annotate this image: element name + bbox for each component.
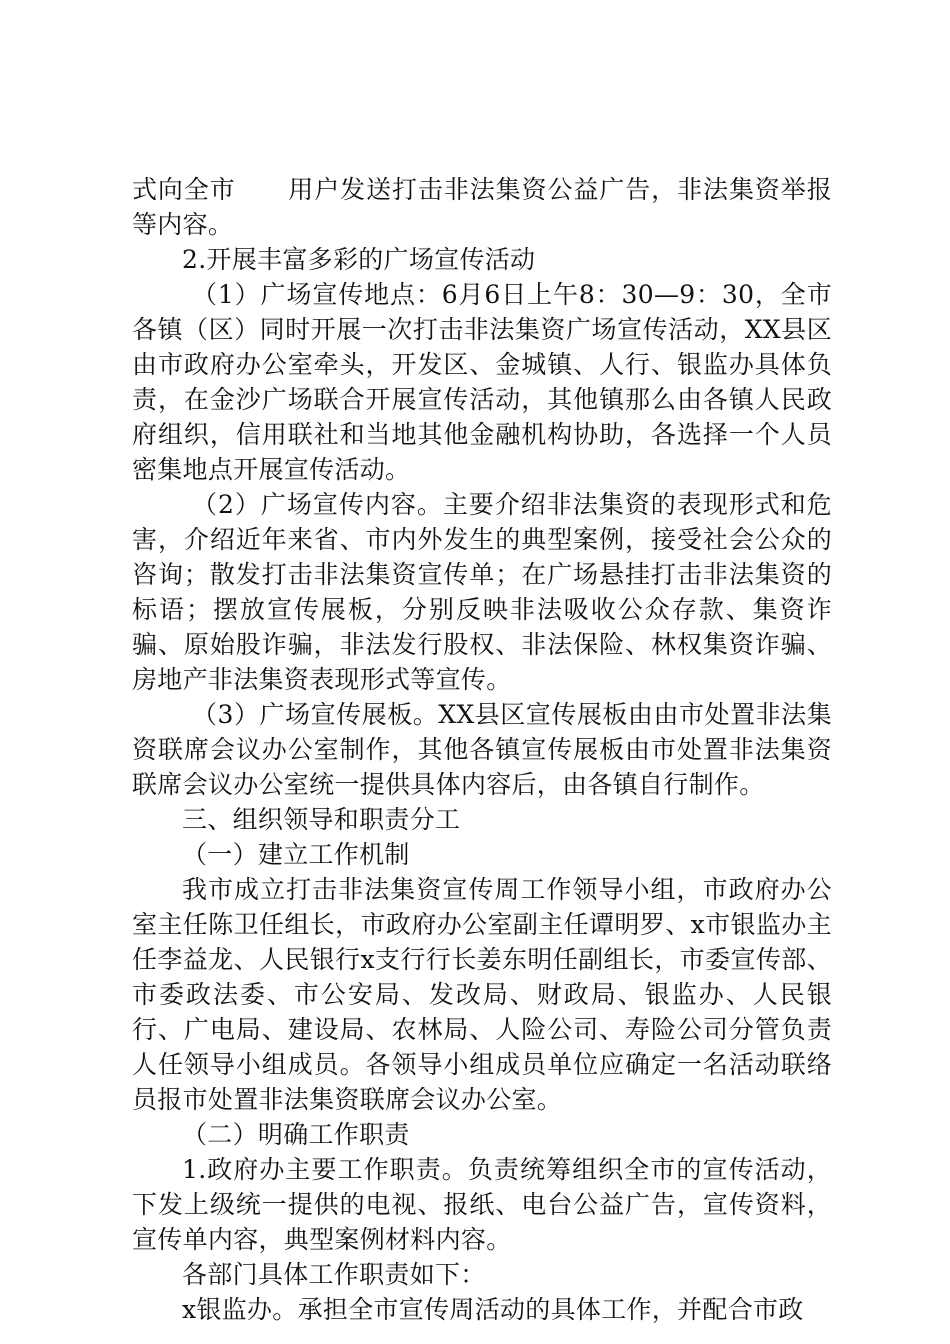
section-subheading: 2.开展丰富多彩的广场宣传活动 [182, 245, 536, 274]
paragraph-continued [132, 172, 832, 242]
section-subheading: （一）建立工作机制 [182, 840, 410, 869]
paragraph: 各部门具体工作职责如下： [182, 1260, 486, 1289]
document-body [132, 172, 832, 1327]
paragraph: （1）广场宣传地点：6月6日上午8：30—9：30，全市各镇（区）同时开展一次打击非法集资广场宣传活动，XX县区由市政府办公室牵头，开发区、金城镇、人行、银监办具体负责，在金沙广场联合开展宣传活动，其他镇那么由各镇人民政府组织，信用联社和当地其他金融机构协助，各选择一个人员密集地点开展宣传活动。 [132, 280, 832, 484]
paragraph: 1.政府办主要工作职责。负责统筹组织全市的宣传活动，下发上级统一提供的电视、报纸、电台公益广告，宣传资料，宣传单内容，典型案例材料内容。 [132, 1155, 832, 1254]
paragraph: 我市成立打击非法集资宣传周工作领导小组，市政府办公室主任陈卫任组长，市政府办公室副主任谭明罗、x市银监办主任李益龙、人民银行x支行行长姜东明任副组长，市委宣传部、市委政法委、市公安局、发改局、财政局、银监办、人民银行、广电局、建设局、农林局、人险公司、寿险公司分管负责人任领导小组成员。各领导小组成员单位应确定一名活动联络员报市处置非法集资联席会议办公室。 [132, 875, 832, 1114]
paragraph: （2）广场宣传内容。主要介绍非法集资的表现形式和危害，介绍近年来省、市内外发生的典型案例，接受社会公众的咨询；散发打击非法集资宣传单；在广场悬挂打击非法集资的标语；摆放宣传展板，分别反映非法吸收公众存款、集资诈骗、原始股诈骗，非法发行股权、非法保险、林权集资诈骗、房地产非法集资表现形式等宣传。 [132, 490, 832, 694]
paragraph-fragment: 式向全市 [132, 175, 236, 204]
paragraph: x银监办。承担全市宣传周活动的具体工作，并配合市政 [182, 1295, 804, 1324]
section-heading: 三、组织领导和职责分工 [182, 805, 461, 834]
paragraph: （3）广场宣传展板。XX县区宣传展板由由市处置非法集资联席会议办公室制作，其他各镇宣传展板由市处置非法集资联席会议办公室统一提供具体内容后，由各镇自行制作。 [132, 700, 832, 799]
section-subheading: （二）明确工作职责 [182, 1120, 410, 1149]
paragraph-fragment: 用户发送打击非法集资公益广告，非法集资举报等内容。 [132, 175, 832, 239]
